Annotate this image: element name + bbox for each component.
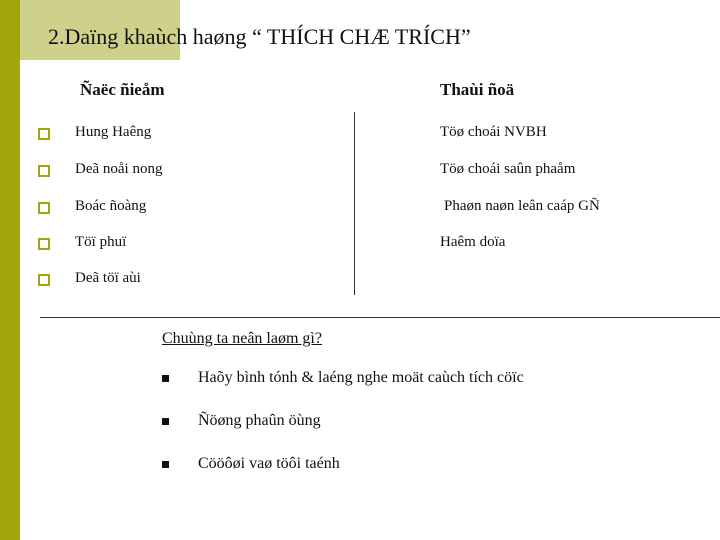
list-item (38, 161, 368, 181)
characteristic-text: Deã töï aùi (75, 270, 141, 286)
square-bullet-icon (38, 238, 50, 250)
column-header-characteristics: Ñaëc ñieåm (80, 80, 165, 99)
attitude-text: Haêm doïa (440, 234, 506, 250)
left-accent-bar (0, 0, 20, 540)
characteristic-text: Boác ñoàng (75, 198, 147, 214)
square-bullet-icon (38, 165, 50, 177)
characteristic-text: Hung Haêng (75, 124, 152, 140)
square-bullet-icon (38, 274, 50, 286)
characteristic-text: Deã noåi nong (75, 161, 163, 177)
square-bullet-icon (162, 375, 169, 382)
attitude-text: Töø choái NVBH (440, 124, 547, 140)
slide-title: 2.Daïng khaùch haøng “ THÍCH CHÆ TRÍCH” (48, 24, 471, 49)
attitude-text: Phaøn naøn leân caáp GÑ (444, 198, 600, 214)
action-item: Haõy bình tónh & laéng nghe moät caùch tích cöïc (198, 369, 524, 386)
square-bullet-icon (38, 128, 50, 140)
subheading: Chuùng ta neân laøm gì? (162, 330, 322, 347)
action-item: Cööôøi vaø töôi taénh (198, 455, 340, 472)
square-bullet-icon (162, 418, 169, 425)
action-item: Ñöøng phaûn öùng (198, 412, 321, 429)
square-bullet-icon (162, 461, 169, 468)
characteristic-text: Töï phuï (75, 234, 127, 250)
list-item (38, 270, 368, 290)
list-item (38, 198, 368, 218)
column-header-attitude: Thaùi ñoä (440, 80, 515, 99)
attitude-text: Töø choái saûn phaåm (440, 161, 576, 177)
square-bullet-icon (38, 202, 50, 214)
list-item (38, 124, 368, 144)
section-divider (40, 317, 720, 318)
list-item (38, 234, 368, 254)
